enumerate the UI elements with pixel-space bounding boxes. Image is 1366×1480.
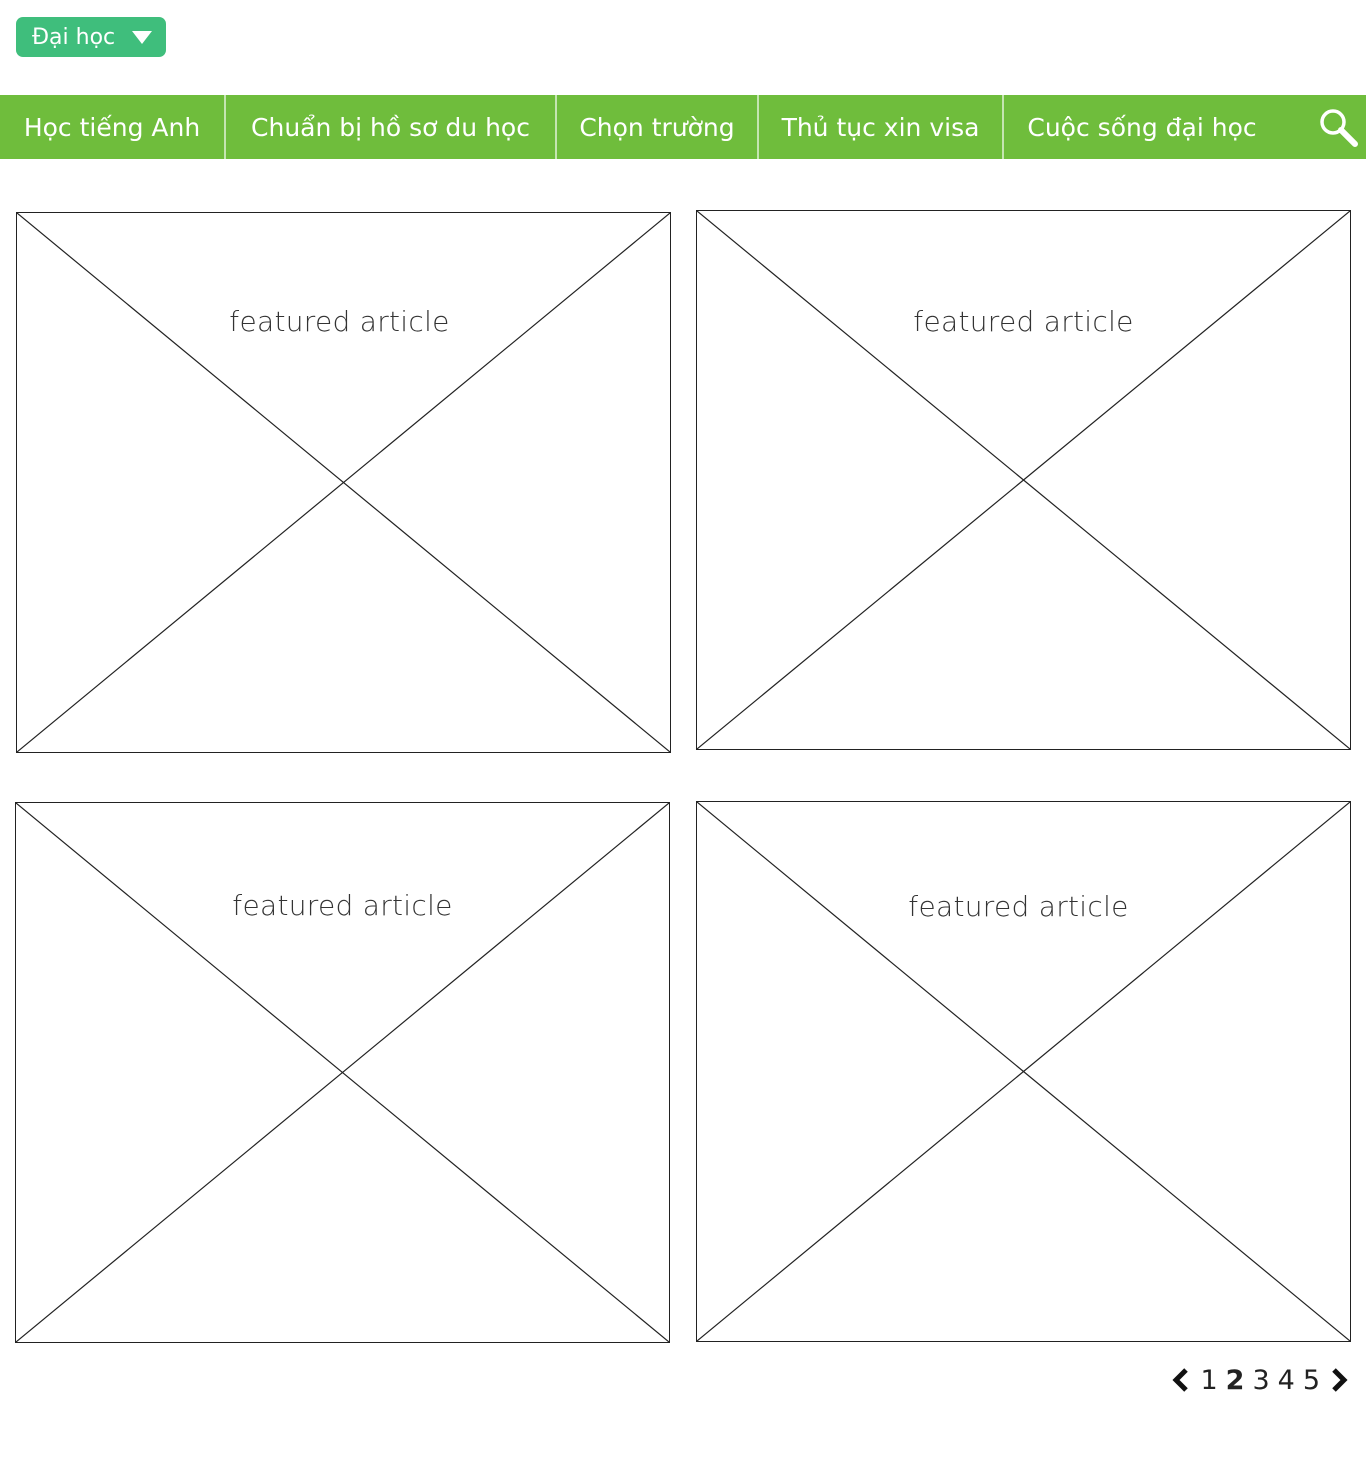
nav-item-hoc-tieng-anh[interactable]	[0, 95, 226, 159]
featured-article-card[interactable]	[696, 210, 1351, 750]
featured-article-card[interactable]	[696, 801, 1351, 1342]
image-placeholder	[697, 802, 1350, 1341]
search-icon	[1318, 107, 1360, 149]
search-button[interactable]	[1318, 107, 1360, 149]
page-link-2-current[interactable]: 2	[1225, 1364, 1245, 1396]
nav-item-label: Chuẩn bị hồ sơ du học	[251, 112, 530, 142]
nav-item-label: Cuộc sống đại học	[1027, 112, 1257, 142]
chevron-right-icon[interactable]	[1328, 1367, 1350, 1393]
nav-item-label: Học tiếng Anh	[23, 112, 201, 142]
image-placeholder	[17, 213, 670, 752]
level-dropdown[interactable]	[16, 17, 166, 57]
level-dropdown-label: Đại học	[32, 24, 116, 50]
nav-item-label: Chọn trường	[579, 112, 735, 142]
featured-article-label: featured article	[913, 305, 1134, 338]
image-placeholder	[697, 211, 1350, 749]
chevron-left-icon[interactable]	[1170, 1367, 1192, 1393]
featured-article-label: featured article	[908, 890, 1129, 923]
nav-item-thu-tuc-visa[interactable]	[759, 95, 1004, 159]
caret-down-icon	[132, 31, 152, 44]
pagination	[1170, 1362, 1350, 1398]
nav-item-label: Thủ tục xin visa	[781, 112, 980, 142]
main-nav	[0, 95, 1366, 159]
nav-item-chon-truong[interactable]	[557, 95, 759, 159]
nav-item-chuan-bi-ho-so[interactable]	[226, 95, 557, 159]
nav-item-cuoc-song-dai-hoc[interactable]	[1004, 95, 1280, 159]
page-link-4[interactable]: 4	[1277, 1364, 1295, 1396]
page-link-1[interactable]: 1	[1200, 1364, 1218, 1396]
featured-article-card[interactable]	[15, 802, 670, 1343]
image-placeholder	[16, 803, 669, 1342]
page-link-3[interactable]: 3	[1252, 1364, 1270, 1396]
featured-article-label: featured article	[232, 889, 453, 922]
featured-article-label: featured article	[229, 305, 450, 338]
featured-article-card[interactable]	[16, 212, 671, 753]
page-link-5[interactable]: 5	[1302, 1364, 1320, 1396]
